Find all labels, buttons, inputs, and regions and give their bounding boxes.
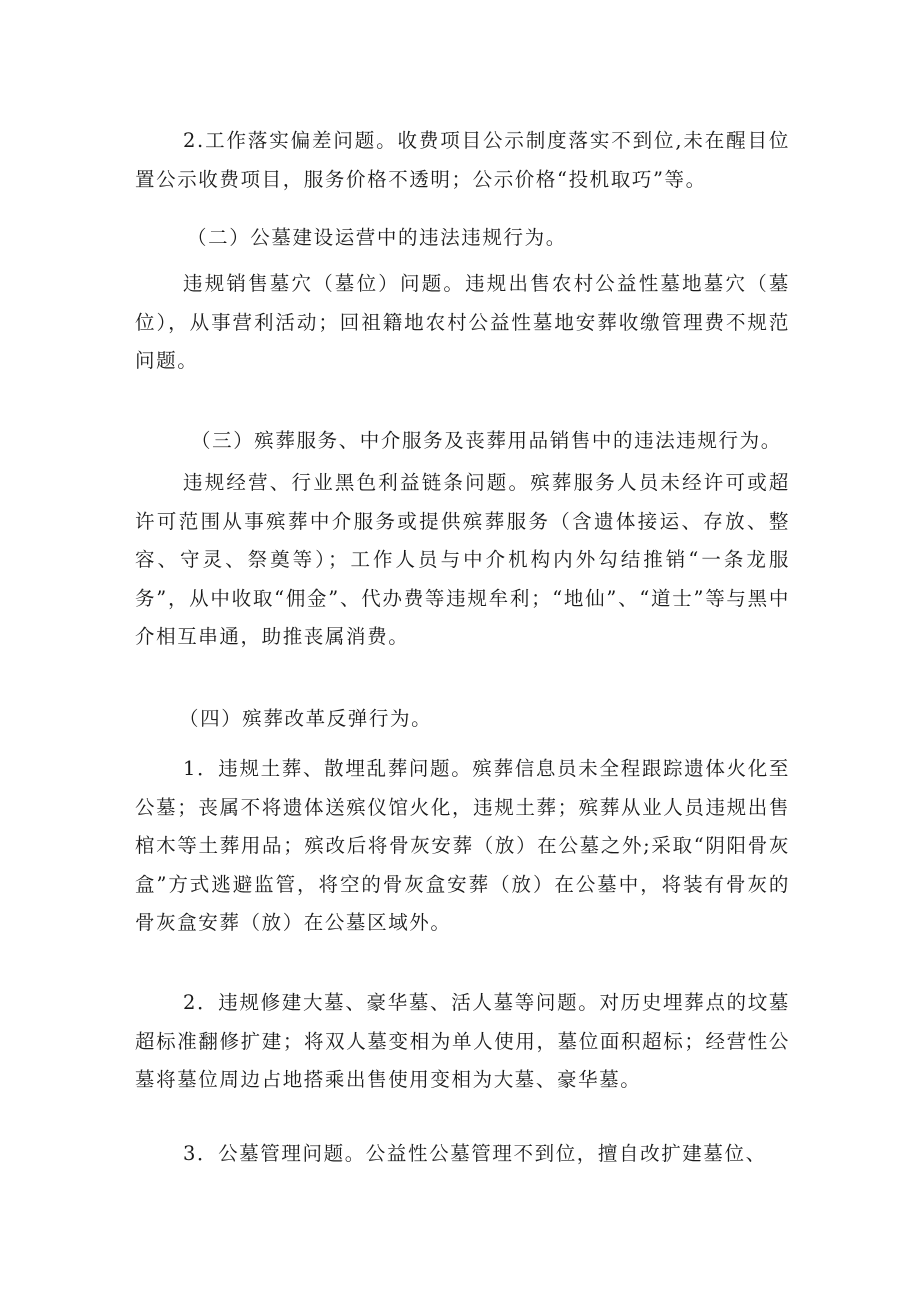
paragraph-large-tombs: 2．违规修建大墓、豪华墓、活人墓等问题。对历史埋葬点的坟墓超标准翻修扩建；将双人墓变相为单人使用，墓位面积超标；经营性公墓将墓位周边占地搭乘出售使用变相为大墓、豪华墓。 <box>135 991 790 1091</box>
paragraph-fee-disclosure: 2.工作落实偏差问题。收费项目公示制度落实不到位,未在醒目位置公示收费项目，服务价格不透明；公示价格“投机取巧”等。 <box>135 129 790 191</box>
paragraph-cemetery-management: 3．公墓管理问题。公益性公墓管理不到位，擅自改扩建墓位、 <box>183 1142 767 1165</box>
paragraph-illegal-operation: 违规经营、行业黑色利益链条问题。殡葬服务人员未经许可或超许可范围从事殡葬中介服务或提供殡葬服务（含遗体接运、存放、整容、守灵、祭奠等）；工作人员与中介机构内外勾结推销“一条龙服务”，从中收取“佣金”、代办费等违规牟利；“地仙”、“道士”等与黑中介相互串通，助推丧属消费。 <box>135 471 790 648</box>
heading-funeral-services-violations: （三）殡葬服务、中介服务及丧葬用品销售中的违法违规行为。 <box>191 429 782 452</box>
heading-reform-rebound: （四）殡葬改革反弹行为。 <box>179 707 433 730</box>
heading-cemetery-violations: （二）公墓建设运营中的违法违规行为。 <box>187 226 567 249</box>
paragraph-grave-sales: 违规销售墓穴（墓位）问题。违规出售农村公益性墓地墓穴（墓位），从事营利活动；回祖籍地农村公益性墓地安葬收缴管理费不规范问题。 <box>135 272 790 372</box>
paragraph-illegal-burial: 1．违规土葬、散埋乱葬问题。殡葬信息员未全程跟踪遗体火化至公墓；丧属不将遗体送殡仪馆火化，违规土葬；殡葬从业人员违规出售棺木等土葬用品；殡改后将骨灰安葬（放）在公墓之外;采取“阴阳骨灰盒”方式逃避监管，将空的骨灰盒安葬（放）在公墓中，将装有骨灰的骨灰盒安葬（放）在公墓区域外。 <box>135 757 790 934</box>
